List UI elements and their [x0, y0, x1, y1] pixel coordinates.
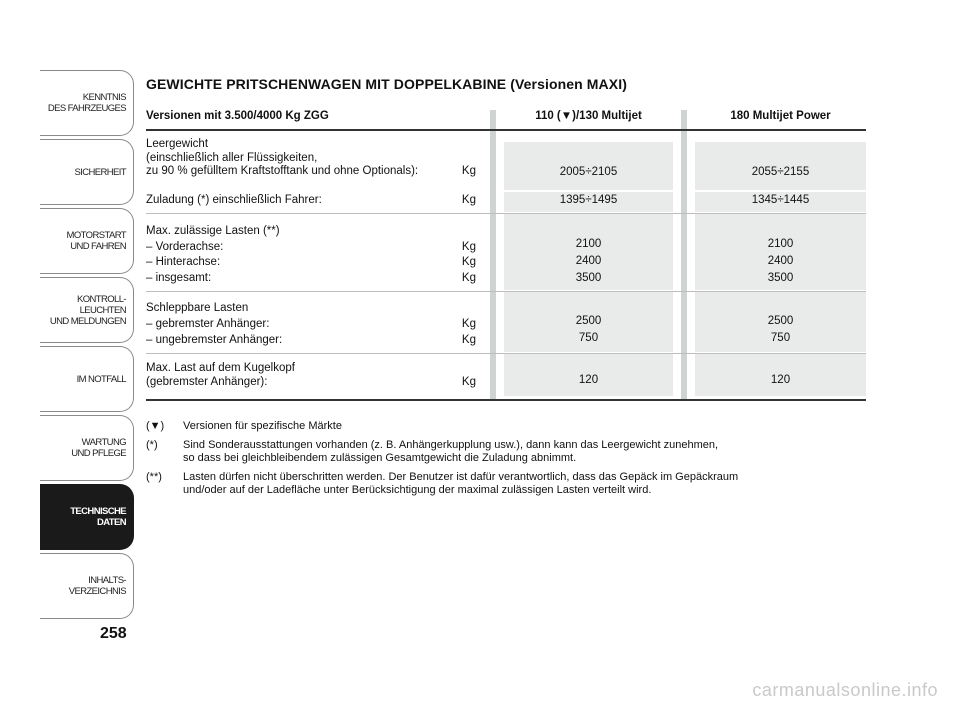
header-rule [146, 129, 866, 131]
cell-value: 2500 750 [767, 315, 794, 344]
footnote-mark: (*) [146, 439, 158, 451]
tab-sicherheit[interactable] [40, 139, 134, 205]
footnote-text: Lasten dürfen nicht überschritten werden. Der Benutzer ist dafür verantwortlich, dass das Gepäck im Gepäckraum und/oder auf der Ladefläche unter Berücksichtigung der maximal zulässigen Lasten verteilt wird. [183, 471, 739, 496]
row-unit: Kg Kg Kg [461, 240, 476, 284]
footnote-text: Sind Sonderausstattungen vorhanden (z. B. Anhängerkupplung usw.), dann kann das Leergewicht zunehmen, so dass bei gleichbleibendem zulässigen Gesamtgewicht die Zuladung abnimmt. [183, 439, 719, 464]
row-divider [146, 353, 866, 354]
row-label-zuladung: Zuladung (*) einschließlich Fahrer: [146, 194, 322, 206]
cell-value: 1395÷1495 [559, 194, 618, 206]
footnotes [146, 420, 866, 503]
tab-kenntnis-des-fahrzeuges[interactable] [40, 70, 134, 136]
footnote-mark: (**) [146, 471, 162, 483]
column-divider [681, 110, 687, 400]
page-title: GEWICHTE PRITSCHENWAGEN MIT DOPPELKABINE (Versionen MAXI) [146, 76, 627, 92]
tab-label: SICHERHEIT [74, 166, 126, 178]
tab-im-notfall[interactable] [40, 346, 134, 412]
table-header-label: Versionen mit 3.500/4000 Kg ZGG [146, 110, 329, 122]
cell-value: 120 [578, 374, 599, 386]
footnote-text: Versionen für spezifische Märkte [183, 420, 342, 432]
footnote [146, 471, 866, 497]
tab-label: TECHNISCHE DATEN [70, 506, 126, 528]
column-divider [490, 110, 496, 400]
row-label-max-lasten: Max. zulässige Lasten (**) – Vorderachse: – Hinterachse: – insgesamt: [146, 225, 280, 284]
row-unit: Kg Kg [461, 318, 476, 346]
tab-wartung-und-pflege[interactable] [40, 415, 134, 481]
cell-value: 2100 2400 3500 [767, 238, 794, 284]
tab-technische-daten[interactable] [40, 484, 134, 550]
row-label-leergewicht: Leergewicht (einschließlich aller Flüssigkeiten, zu 90 % gefülltem Kraftstofftank und ohne Optionals): [146, 138, 419, 177]
row-divider [146, 213, 866, 214]
row-unit: Kg [461, 165, 476, 177]
table-header-col1: 110 (▼)/130 Multijet [535, 110, 642, 122]
row-divider [146, 291, 866, 292]
tab-inhaltsverzeichnis[interactable] [40, 553, 134, 619]
watermark: carmanualsonline.info [752, 680, 938, 700]
row-unit: Kg [461, 376, 476, 388]
tab-label: IM NOTFALL [76, 373, 126, 385]
tab-label: INHALTS- VERZEICHNIS [68, 575, 126, 597]
footnote-mark: (▼) [146, 420, 165, 432]
table-bottom-rule [146, 399, 866, 401]
tab-label: WARTUNG UND PFLEGE [71, 437, 126, 459]
page-number: 258 [100, 625, 127, 642]
tab-label: KONTROLL- LEUCHTEN UND MELDUNGEN [49, 293, 126, 327]
cell-value: 120 [770, 374, 791, 386]
cell-value: 2005÷2105 [559, 166, 618, 178]
tab-label: MOTORSTART UND FAHREN [66, 230, 126, 252]
row-label-schleppbare-lasten: Schleppbare Lasten – gebremster Anhänger: – ungebremster Anhänger: [146, 302, 283, 346]
tab-kontrollleuchten[interactable] [40, 277, 134, 343]
cell-value: 1345÷1445 [751, 194, 810, 206]
cell-value: 2500 750 [575, 315, 602, 344]
row-label-kugelkopf: Max. Last auf dem Kugelkopf (gebremster Anhänger): [146, 362, 295, 388]
cell-value: 2100 2400 3500 [575, 238, 602, 284]
footnote [146, 439, 866, 465]
row-unit: Kg [461, 194, 476, 206]
table-header-col2: 180 Multijet Power [730, 110, 831, 122]
tab-motorstart-und-fahren[interactable] [40, 208, 134, 274]
footnote [146, 420, 866, 433]
tab-label: KENNTNIS DES FAHRZEUGES [47, 92, 126, 114]
cell-value: 2055÷2155 [751, 166, 810, 178]
